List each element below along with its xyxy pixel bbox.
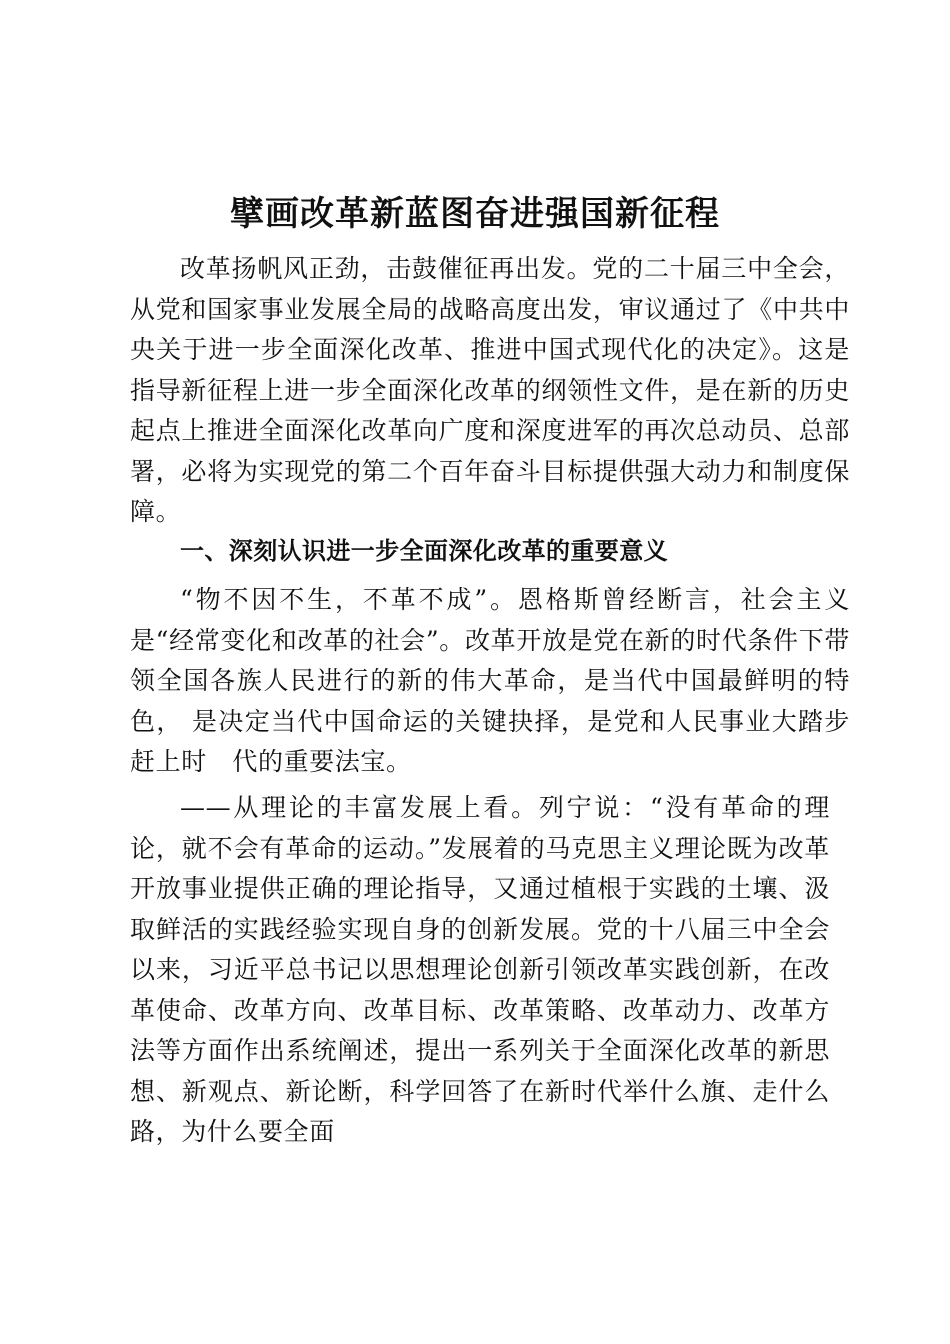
body-paragraph: ——从理论的丰富发展上看。列宁说：“没有革命的理论，就不会有革命的运动。”发展着的马克思主义理论既为改革开放事业提供正确的理论指导，又通过植根于实践的土壤、汲取鲜活的实践经验实现自身的创新发展。党的十八届三中全会以来，习近平总书记以思想理论创新引领改革实践创新，在改革使命、改革方向、改革目标、改革策略、改革动力、改革方法等方面作出系统阐述，提出一系列关于全面深化改革的新思想、新观点、新论断，科学回答了在新时代举什么旗、走什么路，为什么要全面	[130, 793, 830, 1146]
section-heading: 一、深刻认识进一步全面深化改革的重要意义	[180, 537, 668, 565]
intro-paragraph: 改革扬帆风正劲，击鼓催征再出发。党的二十届三中全会，从党和国家事业发展全局的战略高度出发，审议通过了《中共中央关于进一步全面深化改革、推进中国式现代化的决定》。这是指导新征程上进一步全面深化改革的纲领性文件，是在新的历史起点上推进全面深化改革向广度和深度进军的再次总动员、总部署，必将为实现党的第二个百年奋斗目标提供强大动力和制度保障。	[130, 254, 850, 526]
document-title: 擘画改革新蓝图奋进强国新征程	[230, 194, 720, 234]
body-paragraph: “物不因不生，不革不成”。恩格斯曾经断言，社会主义是“经常变化和改革的社会”。改革开放是党在新的时代条件下带领全国各族人民进行的新的伟大革命，是当代中国最鲜明的特色， 是决定当代中国命运的关键抉择，是党和人民事业大踏步赶上时 代的重要法宝。	[130, 585, 850, 776]
